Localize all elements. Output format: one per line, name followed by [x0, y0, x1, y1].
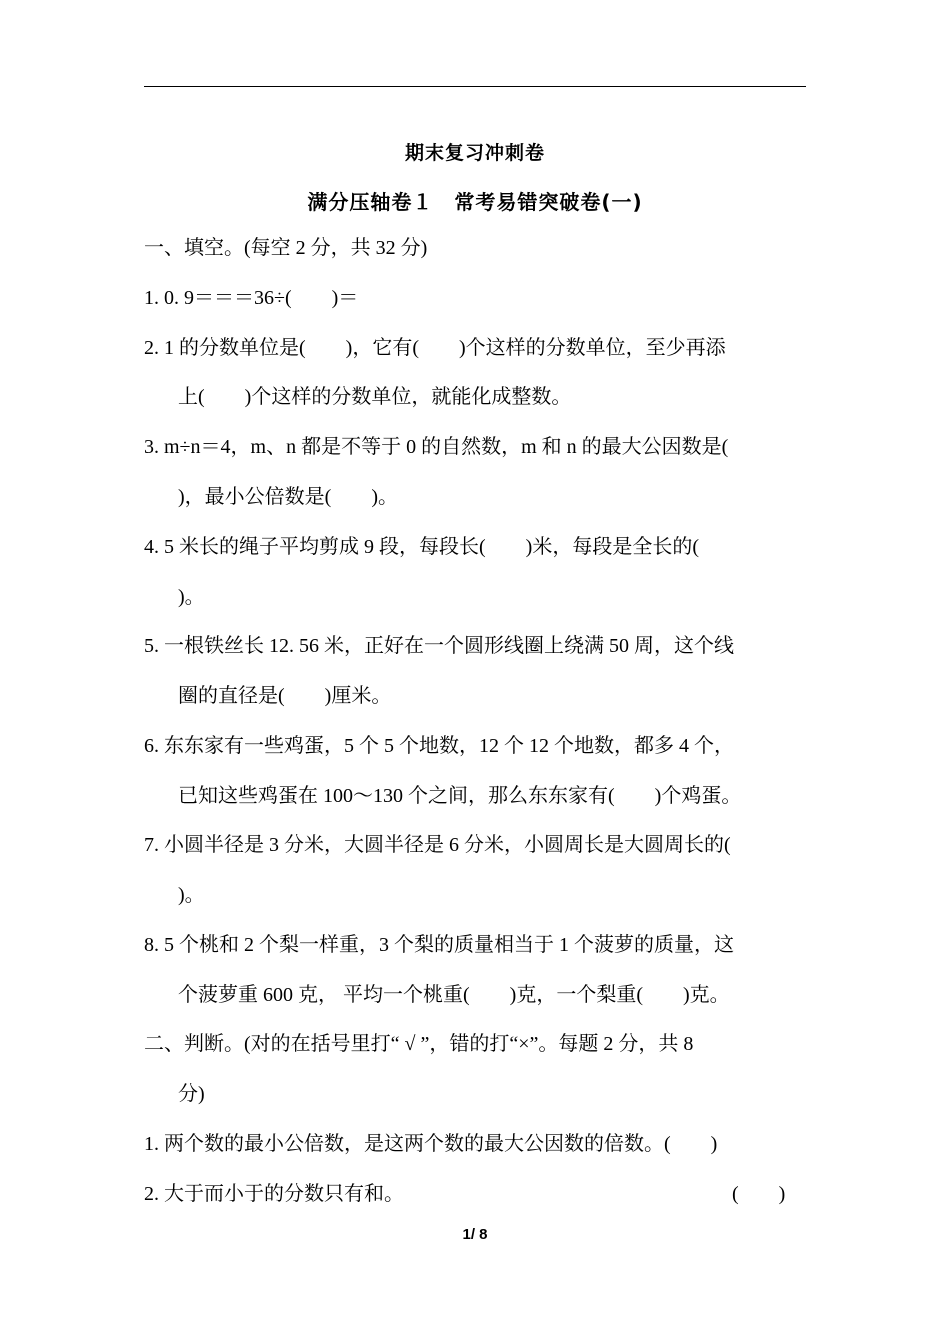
q1-5-line1: 5. 一根铁丝长 12. 56 米，正好在一个圆形线圈上绕满 50 周，这个线 — [144, 635, 734, 657]
q1-3-line1: 3. m÷n＝4，m、n 都是不等于 0 的自然数，m 和 n 的最大公因数是( — [144, 436, 729, 458]
q2-2: 2. 大于而小于的分数只有和。 — [144, 1183, 404, 1205]
page-subtitle: 满分压轴卷１ 常考易错突破卷(一) — [307, 190, 643, 214]
q1-2-line1: 2. 1 的分数单位是( )，它有( )个这样的分数单位，至少再添 — [144, 337, 726, 359]
q2-2-answer-blank: ( ) — [732, 1183, 786, 1205]
q1-1-line1: 1. 0. 9＝＝＝36÷( )＝ — [144, 287, 359, 309]
q1-6-line2: 已知这些鸡蛋在 100～130 个之间，那么东东家有( )个鸡蛋。 — [178, 785, 742, 807]
q1-5-line2: 圈的直径是( )厘米。 — [178, 685, 392, 707]
q1-3-line2: )，最小公倍数是( )。 — [178, 486, 398, 508]
page-title: 期末复习冲刺卷 — [404, 142, 545, 164]
section2-heading: 二、判断。(对的在括号里打“ √ ”，错的打“×”。每题 2 分，共 8 — [144, 1033, 694, 1055]
q1-7-line2: )。 — [178, 884, 205, 906]
page-number: 1/ 8 — [462, 1226, 488, 1243]
q2-1: 1. 两个数的最小公倍数，是这两个数的最大公因数的倍数。( ) — [144, 1133, 718, 1155]
header-rule — [144, 86, 806, 87]
q1-7-line1: 7. 小圆半径是 3 分米，大圆半径是 6 分米，小圆周长是大圆周长的( — [144, 834, 731, 856]
q1-6-line1: 6. 东东家有一些鸡蛋，5 个 5 个地数，12 个 12 个地数，都多 4 个， — [144, 735, 734, 757]
section1-heading: 一、填空。(每空 2 分，共 32 分) — [144, 237, 428, 259]
q1-8-line1: 8. 5 个桃和 2 个梨一样重，3 个梨的质量相当于 1 个菠萝的质量，这 — [144, 934, 734, 956]
q1-8-line2: 个菠萝重 600 克， 平均一个桃重( )克，一个梨重( )克。 — [178, 984, 730, 1006]
q1-4-line2: )。 — [178, 586, 205, 608]
q1-2-line2: 上( )个这样的分数单位，就能化成整数。 — [178, 386, 572, 408]
q1-4-line1: 4. 5 米长的绳子平均剪成 9 段，每段长( )米，每段是全长的( — [144, 536, 699, 558]
section2-heading-cont: 分) — [178, 1083, 205, 1105]
